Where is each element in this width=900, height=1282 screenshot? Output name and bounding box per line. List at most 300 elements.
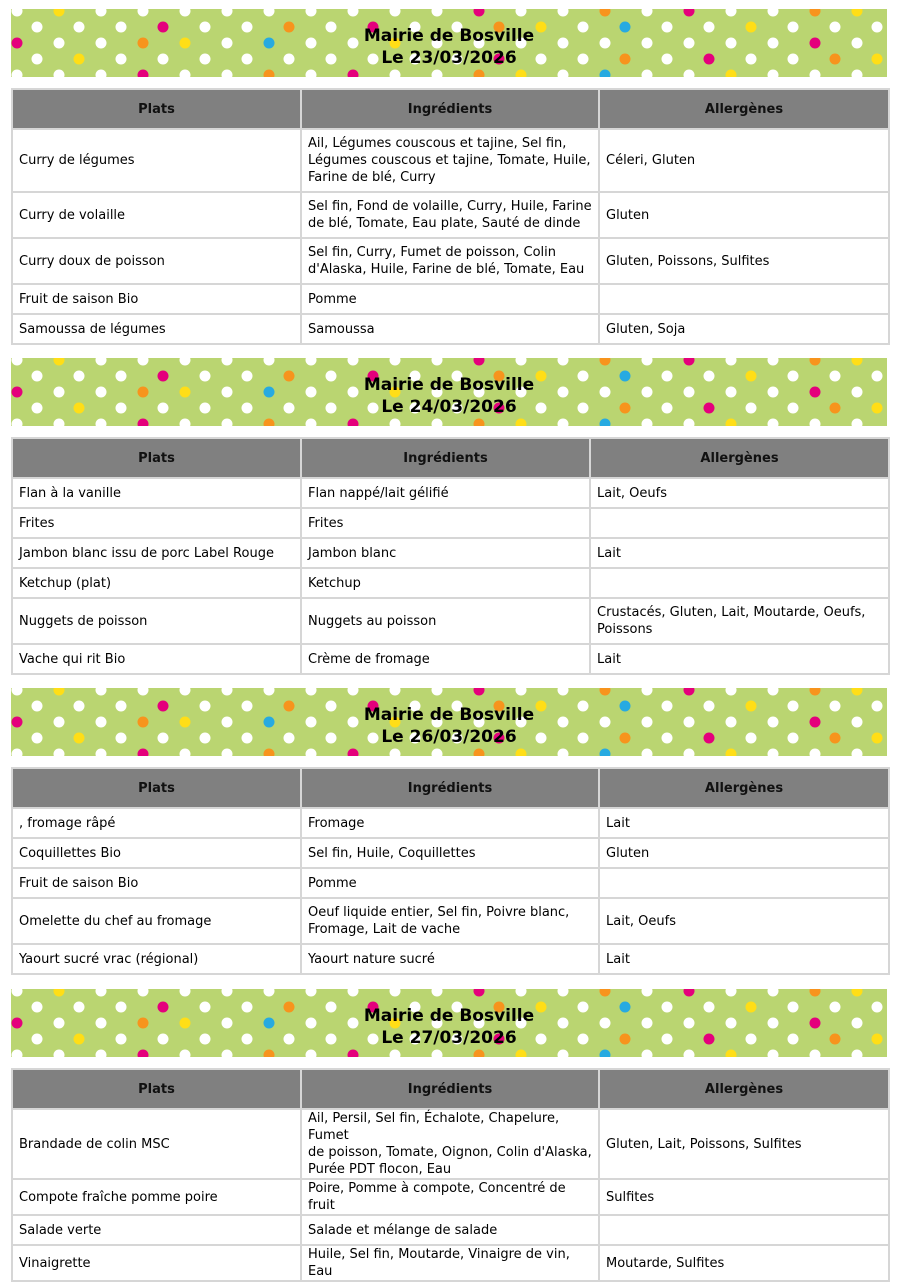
table-row bbox=[12, 644, 889, 674]
table-header-row bbox=[12, 438, 889, 478]
polka-dot bbox=[600, 419, 611, 427]
polka-dot bbox=[474, 358, 485, 366]
polka-dot bbox=[726, 70, 737, 78]
dish-ingredients bbox=[301, 538, 590, 568]
polka-dot bbox=[348, 419, 359, 427]
day-section bbox=[11, 989, 888, 1279]
polka-dot bbox=[684, 358, 695, 366]
town-name: Mairie de Bosville bbox=[363, 375, 535, 395]
polka-dot bbox=[96, 989, 107, 997]
polka-dot bbox=[642, 989, 653, 997]
polka-dot bbox=[180, 1050, 191, 1058]
text-line: Ail, Légumes couscous et tajine, Sel fin, bbox=[308, 136, 567, 151]
dish-allergens bbox=[599, 898, 889, 944]
banner-title bbox=[11, 1005, 887, 1049]
day-section bbox=[11, 358, 888, 667]
table-row bbox=[12, 838, 889, 868]
polka-dot bbox=[684, 70, 695, 78]
polka-dot bbox=[432, 989, 443, 997]
polka-dot bbox=[96, 1050, 107, 1058]
table-row bbox=[12, 238, 889, 284]
text-line: Céleri, Gluten bbox=[606, 153, 696, 168]
text-line: Gluten bbox=[606, 207, 650, 223]
polka-dot bbox=[642, 688, 653, 696]
polka-dot bbox=[726, 749, 737, 757]
polka-dot bbox=[222, 419, 233, 427]
text-line: de poisson, Tomate, Oignon, Colin d'Alaska, bbox=[308, 1145, 592, 1160]
polka-dot bbox=[558, 688, 569, 696]
polka-dot bbox=[390, 989, 401, 997]
polka-dot bbox=[138, 358, 149, 366]
dish-allergens bbox=[590, 538, 889, 568]
dish-allergens bbox=[590, 478, 889, 508]
day-banner bbox=[11, 989, 887, 1057]
polka-dot bbox=[474, 688, 485, 696]
polka-dot bbox=[600, 688, 611, 696]
dish-allergens bbox=[599, 1245, 889, 1281]
dish-name: Frites bbox=[12, 508, 301, 538]
polka-dot bbox=[558, 989, 569, 997]
polka-dot bbox=[768, 688, 779, 696]
text-line: Sel fin, Huile, Coquillettes bbox=[308, 845, 476, 861]
polka-dot bbox=[390, 749, 401, 757]
banner-title bbox=[11, 704, 887, 748]
dish-ingredients bbox=[301, 284, 599, 314]
banner-title bbox=[11, 25, 887, 69]
polka-dot bbox=[810, 70, 821, 78]
text-line: Lait, Oeufs bbox=[606, 913, 677, 929]
dish-name: Salade verte bbox=[12, 1215, 301, 1245]
col-plats-header: Plats bbox=[12, 438, 301, 478]
polka-dot bbox=[180, 9, 191, 17]
day-banner bbox=[11, 9, 887, 77]
polka-dot bbox=[684, 1050, 695, 1058]
polka-dot bbox=[474, 9, 485, 17]
polka-dot bbox=[348, 749, 359, 757]
polka-dot bbox=[432, 1050, 443, 1058]
polka-dot bbox=[516, 1050, 527, 1058]
polka-dot bbox=[54, 1050, 65, 1058]
polka-dot bbox=[264, 688, 275, 696]
polka-dot bbox=[684, 989, 695, 997]
text-line: Légumes couscous et tajine, Tomate, Huile, bbox=[308, 153, 591, 168]
polka-dot bbox=[852, 419, 863, 427]
polka-dot bbox=[558, 358, 569, 366]
text-line: Fromage bbox=[308, 815, 365, 831]
dish-name: Coquillettes Bio bbox=[12, 838, 301, 868]
dish-allergens bbox=[599, 944, 889, 974]
polka-dot bbox=[726, 1050, 737, 1058]
dish-name: Vinaigrette bbox=[12, 1245, 301, 1281]
polka-dot bbox=[96, 70, 107, 78]
polka-dot bbox=[348, 688, 359, 696]
polka-dot bbox=[768, 9, 779, 17]
dish-allergens bbox=[599, 284, 889, 314]
text-line: Gluten, Soja bbox=[606, 321, 686, 337]
text-line: Huile, Sel fin, Moutarde, Vinaigre de vin, Eau bbox=[308, 1247, 570, 1279]
polka-dot bbox=[852, 70, 863, 78]
polka-dot bbox=[12, 1050, 23, 1058]
menu-table bbox=[11, 767, 890, 975]
polka-dot bbox=[516, 749, 527, 757]
polka-dot bbox=[684, 9, 695, 17]
dish-name: Fruit de saison Bio bbox=[12, 868, 301, 898]
polka-dot bbox=[810, 419, 821, 427]
col-allergenes-header: Allergènes bbox=[599, 89, 889, 129]
table-row bbox=[12, 808, 889, 838]
dish-ingredients bbox=[301, 808, 599, 838]
col-allergenes-header: Allergènes bbox=[590, 438, 889, 478]
polka-dot bbox=[348, 358, 359, 366]
polka-dot bbox=[306, 9, 317, 17]
polka-dot bbox=[96, 749, 107, 757]
polka-dot bbox=[516, 419, 527, 427]
polka-dot bbox=[474, 419, 485, 427]
polka-dot bbox=[138, 688, 149, 696]
polka-dot bbox=[12, 688, 23, 696]
text-line: Samoussa bbox=[308, 321, 375, 337]
day-section bbox=[11, 688, 888, 967]
polka-dot bbox=[306, 749, 317, 757]
polka-dot bbox=[642, 419, 653, 427]
polka-dot bbox=[390, 9, 401, 17]
polka-dot bbox=[474, 1050, 485, 1058]
polka-dot bbox=[768, 989, 779, 997]
table-row bbox=[12, 568, 889, 598]
text-line: Farine de blé, Curry bbox=[308, 170, 436, 185]
polka-dot bbox=[642, 1050, 653, 1058]
polka-dot bbox=[684, 749, 695, 757]
polka-dot bbox=[306, 989, 317, 997]
table-header-row bbox=[12, 1069, 889, 1109]
polka-dot bbox=[138, 989, 149, 997]
polka-dot bbox=[852, 989, 863, 997]
polka-dot bbox=[642, 358, 653, 366]
polka-dot bbox=[54, 688, 65, 696]
text-line: Purée PDT flocon, Eau bbox=[308, 1162, 452, 1177]
polka-dot bbox=[348, 9, 359, 17]
dish-name: Brandade de colin MSC bbox=[12, 1109, 301, 1179]
col-allergenes-header: Allergènes bbox=[599, 768, 889, 808]
text-line: Sel fin, Fond de volaille, Curry, Huile, Farine bbox=[308, 199, 592, 214]
polka-dot bbox=[54, 70, 65, 78]
polka-dot bbox=[390, 358, 401, 366]
polka-dot bbox=[726, 9, 737, 17]
text-line: Gluten, Poissons, Sulfites bbox=[606, 253, 770, 269]
table-row bbox=[12, 1245, 889, 1281]
polka-dot bbox=[810, 9, 821, 17]
text-line: Lait bbox=[597, 651, 621, 667]
dish-ingredients bbox=[301, 238, 599, 284]
polka-dot bbox=[12, 419, 23, 427]
polka-dot bbox=[306, 688, 317, 696]
text-line: Fromage, Lait de vache bbox=[308, 922, 461, 937]
menu-date: Le 26/03/2026 bbox=[381, 727, 517, 747]
polka-dot bbox=[684, 688, 695, 696]
polka-dot bbox=[516, 688, 527, 696]
text-line: Nuggets au poisson bbox=[308, 613, 437, 629]
polka-dot bbox=[558, 70, 569, 78]
text-line: Frites bbox=[308, 515, 344, 531]
dish-name: Nuggets de poisson bbox=[12, 598, 301, 644]
table-row bbox=[12, 538, 889, 568]
dish-ingredients bbox=[301, 314, 599, 344]
polka-dot bbox=[810, 1050, 821, 1058]
polka-dot bbox=[810, 688, 821, 696]
dish-allergens bbox=[590, 644, 889, 674]
polka-dot bbox=[264, 1050, 275, 1058]
text-line: Jambon blanc bbox=[308, 545, 397, 561]
dish-ingredients bbox=[301, 1179, 599, 1215]
polka-dot bbox=[264, 749, 275, 757]
table-row bbox=[12, 598, 889, 644]
col-plats-header: Plats bbox=[12, 89, 301, 129]
polka-dot bbox=[222, 989, 233, 997]
dish-name: Curry doux de poisson bbox=[12, 238, 301, 284]
polka-dot bbox=[348, 989, 359, 997]
menu-date: Le 27/03/2026 bbox=[381, 1028, 517, 1048]
polka-dot bbox=[684, 419, 695, 427]
text-line: Moutarde, Sulfites bbox=[606, 1255, 725, 1271]
dish-ingredients bbox=[301, 868, 599, 898]
banner-title bbox=[11, 374, 887, 418]
dish-allergens bbox=[590, 568, 889, 598]
dish-ingredients bbox=[301, 898, 599, 944]
text-line: Pomme bbox=[308, 291, 357, 307]
town-name: Mairie de Bosville bbox=[363, 705, 535, 725]
polka-dot bbox=[852, 9, 863, 17]
dish-ingredients bbox=[301, 1215, 599, 1245]
polka-dot bbox=[54, 989, 65, 997]
dish-ingredients bbox=[301, 478, 590, 508]
dish-ingredients bbox=[301, 838, 599, 868]
text-line: Yaourt nature sucré bbox=[308, 951, 435, 967]
polka-dot bbox=[12, 358, 23, 366]
polka-dot bbox=[222, 688, 233, 696]
polka-dot bbox=[390, 1050, 401, 1058]
text-line: Flan nappé/lait gélifié bbox=[308, 485, 449, 501]
polka-dot bbox=[474, 749, 485, 757]
dish-allergens bbox=[599, 868, 889, 898]
polka-dot bbox=[432, 70, 443, 78]
col-ingredients-header: Ingrédients bbox=[301, 1069, 599, 1109]
dish-allergens bbox=[599, 192, 889, 238]
polka-dot bbox=[12, 70, 23, 78]
polka-dot bbox=[600, 358, 611, 366]
polka-dot bbox=[222, 70, 233, 78]
polka-dot bbox=[600, 1050, 611, 1058]
polka-dot bbox=[642, 9, 653, 17]
text-line: Salade et mélange de salade bbox=[308, 1222, 498, 1238]
menu-table bbox=[11, 88, 890, 345]
col-ingredients-header: Ingrédients bbox=[301, 89, 599, 129]
dish-ingredients bbox=[301, 944, 599, 974]
dish-ingredients bbox=[301, 129, 599, 192]
polka-dot bbox=[180, 70, 191, 78]
polka-dot bbox=[264, 70, 275, 78]
text-line: Poissons bbox=[597, 622, 653, 637]
text-line: de blé, Tomate, Eau plate, Sauté de dinde bbox=[308, 216, 581, 231]
day-banner bbox=[11, 688, 887, 756]
polka-dot bbox=[138, 419, 149, 427]
polka-dot bbox=[642, 749, 653, 757]
dish-name: Ketchup (plat) bbox=[12, 568, 301, 598]
polka-dot bbox=[180, 358, 191, 366]
polka-dot bbox=[306, 358, 317, 366]
text-line: Oeuf liquide entier, Sel fin, Poivre blanc, bbox=[308, 905, 570, 920]
day-section bbox=[11, 9, 888, 337]
polka-dot bbox=[264, 358, 275, 366]
table-header-row bbox=[12, 89, 889, 129]
polka-dot bbox=[222, 358, 233, 366]
dish-name: Fruit de saison Bio bbox=[12, 284, 301, 314]
polka-dot bbox=[474, 70, 485, 78]
polka-dot bbox=[726, 688, 737, 696]
polka-dot bbox=[432, 419, 443, 427]
text-line: Ketchup bbox=[308, 575, 361, 591]
col-plats-header: Plats bbox=[12, 1069, 301, 1109]
col-plats-header: Plats bbox=[12, 768, 301, 808]
polka-dot bbox=[516, 989, 527, 997]
table-header-row bbox=[12, 768, 889, 808]
polka-dot bbox=[96, 9, 107, 17]
text-line: Sulfites bbox=[606, 1189, 655, 1205]
text-line: Gluten bbox=[606, 845, 650, 861]
polka-dot bbox=[96, 419, 107, 427]
table-row bbox=[12, 129, 889, 192]
text-line: Lait, Oeufs bbox=[597, 485, 668, 501]
table-row bbox=[12, 284, 889, 314]
polka-dot bbox=[432, 688, 443, 696]
table-row bbox=[12, 508, 889, 538]
polka-dot bbox=[726, 419, 737, 427]
polka-dot bbox=[642, 70, 653, 78]
polka-dot bbox=[180, 749, 191, 757]
polka-dot bbox=[810, 989, 821, 997]
polka-dot bbox=[768, 358, 779, 366]
town-name: Mairie de Bosville bbox=[363, 1006, 535, 1026]
dish-ingredients bbox=[301, 192, 599, 238]
polka-dot bbox=[558, 9, 569, 17]
dish-ingredients bbox=[301, 644, 590, 674]
table-row bbox=[12, 1179, 889, 1215]
polka-dot bbox=[768, 419, 779, 427]
polka-dot bbox=[768, 1050, 779, 1058]
polka-dot bbox=[138, 9, 149, 17]
dish-ingredients bbox=[301, 568, 590, 598]
text-line: Crème de fromage bbox=[308, 651, 430, 667]
text-line: d'Alaska, Huile, Farine de blé, Tomate, Eau bbox=[308, 262, 585, 277]
text-line: Pomme bbox=[308, 875, 357, 891]
col-ingredients-header: Ingrédients bbox=[301, 438, 590, 478]
polka-dot bbox=[852, 749, 863, 757]
polka-dot bbox=[432, 749, 443, 757]
polka-dot bbox=[306, 1050, 317, 1058]
polka-dot bbox=[726, 358, 737, 366]
table-row bbox=[12, 898, 889, 944]
polka-dot bbox=[390, 70, 401, 78]
polka-dot bbox=[12, 989, 23, 997]
table-row bbox=[12, 1215, 889, 1245]
dish-allergens bbox=[599, 838, 889, 868]
polka-dot bbox=[726, 989, 737, 997]
polka-dot bbox=[558, 1050, 569, 1058]
dish-allergens bbox=[599, 238, 889, 284]
dish-allergens bbox=[590, 598, 889, 644]
polka-dot bbox=[264, 989, 275, 997]
polka-dot bbox=[516, 70, 527, 78]
menu-date: Le 24/03/2026 bbox=[381, 397, 517, 417]
polka-dot bbox=[138, 1050, 149, 1058]
text-line: Poire, Pomme à compote, Concentré de fruit bbox=[308, 1181, 566, 1213]
polka-dot bbox=[222, 1050, 233, 1058]
polka-dot bbox=[810, 358, 821, 366]
dish-name: Curry de volaille bbox=[12, 192, 301, 238]
table-row bbox=[12, 478, 889, 508]
dish-name: Compote fraîche pomme poire bbox=[12, 1179, 301, 1215]
polka-dot bbox=[600, 70, 611, 78]
text-line: Lait bbox=[597, 545, 621, 561]
dish-allergens bbox=[599, 1109, 889, 1179]
col-ingredients-header: Ingrédients bbox=[301, 768, 599, 808]
polka-dot bbox=[54, 358, 65, 366]
dish-ingredients bbox=[301, 1245, 599, 1281]
polka-dot bbox=[810, 749, 821, 757]
polka-dot bbox=[264, 9, 275, 17]
polka-dot bbox=[348, 1050, 359, 1058]
polka-dot bbox=[852, 1050, 863, 1058]
text-line: Lait bbox=[606, 951, 630, 967]
text-line: Ail, Persil, Sel fin, Échalote, Chapelure, Fumet bbox=[308, 1111, 560, 1143]
polka-dot bbox=[138, 749, 149, 757]
polka-dot bbox=[474, 989, 485, 997]
polka-dot bbox=[432, 358, 443, 366]
polka-dot bbox=[390, 419, 401, 427]
polka-dot bbox=[558, 419, 569, 427]
polka-dot bbox=[600, 9, 611, 17]
polka-dot bbox=[516, 9, 527, 17]
text-line: Sel fin, Curry, Fumet de poisson, Colin bbox=[308, 245, 557, 260]
polka-dot bbox=[180, 688, 191, 696]
dish-name: Omelette du chef au fromage bbox=[12, 898, 301, 944]
polka-dot bbox=[432, 9, 443, 17]
dish-name: Samoussa de légumes bbox=[12, 314, 301, 344]
polka-dot bbox=[348, 70, 359, 78]
polka-dot bbox=[768, 749, 779, 757]
table-row bbox=[12, 1109, 889, 1179]
text-line: Lait bbox=[606, 815, 630, 831]
polka-dot bbox=[600, 989, 611, 997]
dish-allergens bbox=[599, 1215, 889, 1245]
polka-dot bbox=[54, 749, 65, 757]
polka-dot bbox=[96, 688, 107, 696]
dish-allergens bbox=[599, 808, 889, 838]
polka-dot bbox=[390, 688, 401, 696]
town-name: Mairie de Bosville bbox=[363, 26, 535, 46]
day-banner bbox=[11, 358, 887, 426]
dish-allergens bbox=[590, 508, 889, 538]
polka-dot bbox=[852, 688, 863, 696]
text-line: Crustacés, Gluten, Lait, Moutarde, Oeufs, bbox=[597, 605, 866, 620]
dish-name: Jambon blanc issu de porc Label Rouge bbox=[12, 538, 301, 568]
polka-dot bbox=[222, 749, 233, 757]
dish-name: Yaourt sucré vrac (régional) bbox=[12, 944, 301, 974]
dish-allergens bbox=[599, 1179, 889, 1215]
dish-ingredients bbox=[301, 598, 590, 644]
polka-dot bbox=[138, 70, 149, 78]
table-row bbox=[12, 868, 889, 898]
table-row bbox=[12, 314, 889, 344]
